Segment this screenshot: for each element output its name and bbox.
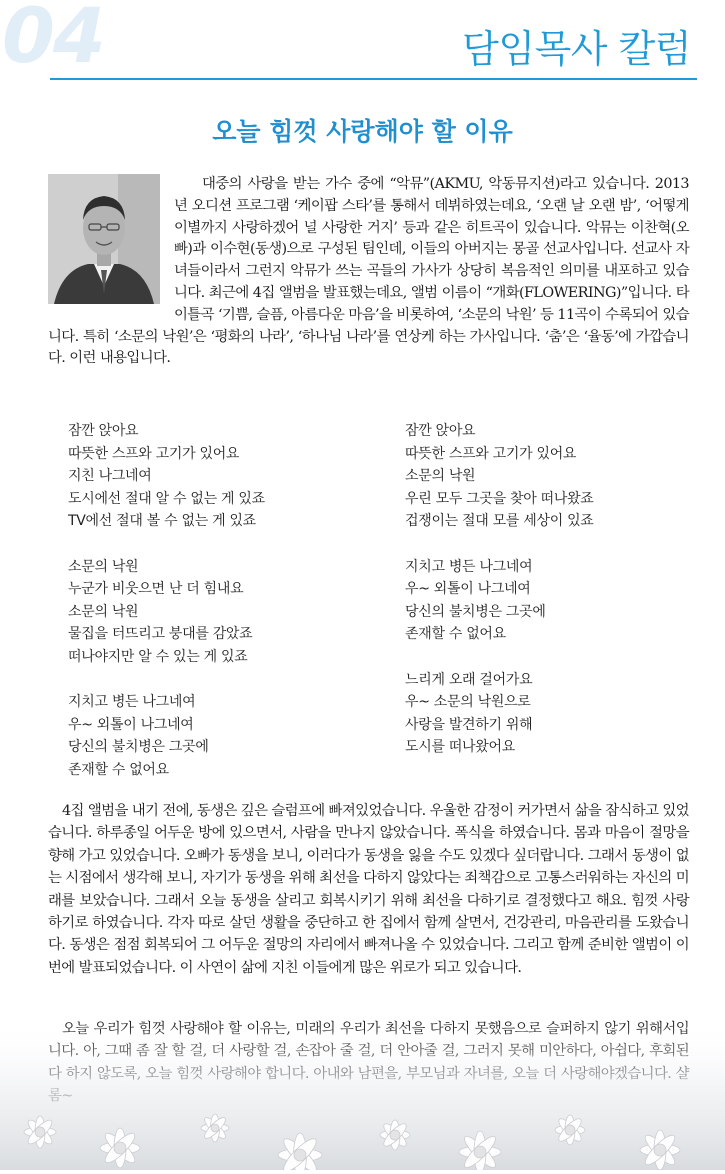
lyric-line: 우~ 외톨이 나그네여: [68, 716, 194, 733]
lyric-line: 잠깐 앉아요: [68, 423, 139, 439]
lyric-line: 도시에선 절대 알 수 없는 게 있죠: [68, 490, 265, 507]
lyric-line: 지친 나그네여: [68, 468, 152, 485]
lyric-line: 따뜻한 스프와 고기가 있어요: [405, 445, 577, 462]
lyric-line: 당신의 불치병은 그곳에: [68, 739, 209, 756]
page-number: 04: [2, 0, 104, 80]
lyric-line: 당신의 불치병은 그곳에: [405, 603, 546, 620]
lyric-line: 지치고 병든 나그네여: [68, 694, 196, 711]
lyric-line: 지치고 병든 나그네여: [405, 558, 533, 575]
lyric-line: TV에선 절대 볼 수 없는 게 있죠: [68, 513, 256, 530]
lyric-line: [405, 533, 594, 556]
lyric-line: 잠깐 앉아요: [405, 423, 476, 439]
lyric-line: 소문의 낙원: [68, 558, 139, 575]
lyric-line: 우린 모두 그곳을 찾아 떠나왔죠: [405, 490, 594, 507]
flowers-footer-decoration: [0, 1020, 725, 1170]
lyric-line: 따뜻한 스프와 고기가 있어요: [68, 445, 240, 462]
lyric-line: 소문의 낙원: [405, 468, 476, 485]
lyric-line: [68, 669, 265, 692]
lyric-line: 물집을 터뜨리고 붕대를 감았죠: [68, 626, 253, 643]
lyric-line: 사랑을 발견하기 위해: [405, 716, 533, 733]
body-paragraph-1-text: 4집 앨범을 내기 전에, 동생은 깊은 슬럼프에 빠져있었습니다. 우울한 감정이 커가면서 삶을 잠식하고 있었습니다. 하루종일 어두운 방에 있으면서, 사람을 만나지 않았습니다. 폭식을 하였습니다. 몸과 마음이 절망을 향해 가고 있었습니다. 오빠가 동생을 보니, 이러다가 동생을 잃을 수도 있겠다 싶더랍니다. 그래서 동생이 없는 시점에서 생각해 보니, 자기가 동생을 위해 최선을 다하지 않았다는 죄책감으로 고통스러워하는 자신의 미래를 보았습니다. 그래서 오늘 동생을 살리고 회복시키기 위해 최선을 다하기로 결정했다고 해요. 힘껏 사랑하기로 하였습니다. 각자 따로 살던 생활을 중단하고 한 집에서 함께 살면서, 건강관리, 마음관리를 도왔습니다. 동생은 점점 회복되어 그 어두운 절망의 자리에서 빠져나올 수 있었습니다. 그리고 함께 준비한 앨범이 이번에 발표되었습니다. 이 사연이 삶에 지친 이들에게 많은 위로가 되고 있습니다.: [48, 803, 689, 976]
body-paragraph-1: [48, 800, 689, 979]
intro-paragraph: [48, 174, 689, 370]
section-title: 담임목사 칼럼: [462, 27, 691, 71]
lyric-line: 떠나야지만 알 수 있는 게 있죠: [68, 648, 248, 665]
lyrics-right-column: [405, 420, 594, 759]
flowers-image: [0, 1020, 725, 1170]
header-rule: [50, 78, 697, 80]
lyric-line: 존재할 수 없어요: [405, 626, 506, 643]
lyric-line: 겁쟁이는 절대 모를 세상이 있죠: [405, 513, 594, 530]
lyric-line: 우~ 외톨이 나그네여: [405, 581, 531, 598]
intro-text: 대중의 사랑을 받는 가수 중에 “악뮤”(AKMU, 악동뮤지션)라고 있습니다. 2013년 오디션 프로그램 ‘케이팝 스타’를 통해서 데뷔하였는데요, ‘오랜 날 오랜 밤’, ‘어떻게 이별까지 사랑하겠어 널 사랑한 거지’ 등과 같은 히트곡이 있습니다. 악뮤는 이찬혁(오빠)과 이수현(동생)으로 구성된 팀인데, 이들의 아버지는 몽골 선교사입니다. 선교사 자녀들이라서 그런지 악뮤가 쓰는 곡들의 가사가 상당히 복음적인 의미를 내포하고 있습니다. 최근에 4집 앨범을 발표했는데요, 앨범 이름이 “개화(FLOWERING)”입니다. 타이틀곡 ‘기쁨, 슬픔, 아름다운 마음’을 비롯하여, ‘소문의 낙원’ 등 11곡이 수록되어 있습니다. 특히 ‘소문의 낙원’은 ‘평화의 나라’, ‘하나님 나라’를 연상케 하는 가사입니다. ‘춤’은 ‘율동’에 가깝습니다. 이런 내용입니다.: [48, 176, 689, 367]
lyric-line: 도시를 떠나왔어요: [405, 739, 515, 756]
lyric-line: 존재할 수 없어요: [68, 761, 169, 778]
lyric-line: [405, 646, 594, 669]
lyrics-left-column: [68, 420, 265, 782]
lyric-line: 누군가 비웃으면 난 더 힘내요: [68, 581, 244, 598]
article-title: 오늘 힘껏 사랑해야 할 이유: [212, 117, 513, 146]
lyric-line: 소문의 낙원: [68, 603, 139, 620]
lyric-line: 우~ 소문의 낙원으로: [405, 694, 531, 711]
lyric-line: 느리게 오래 걸어가요: [405, 671, 533, 688]
lyric-line: [68, 533, 265, 556]
